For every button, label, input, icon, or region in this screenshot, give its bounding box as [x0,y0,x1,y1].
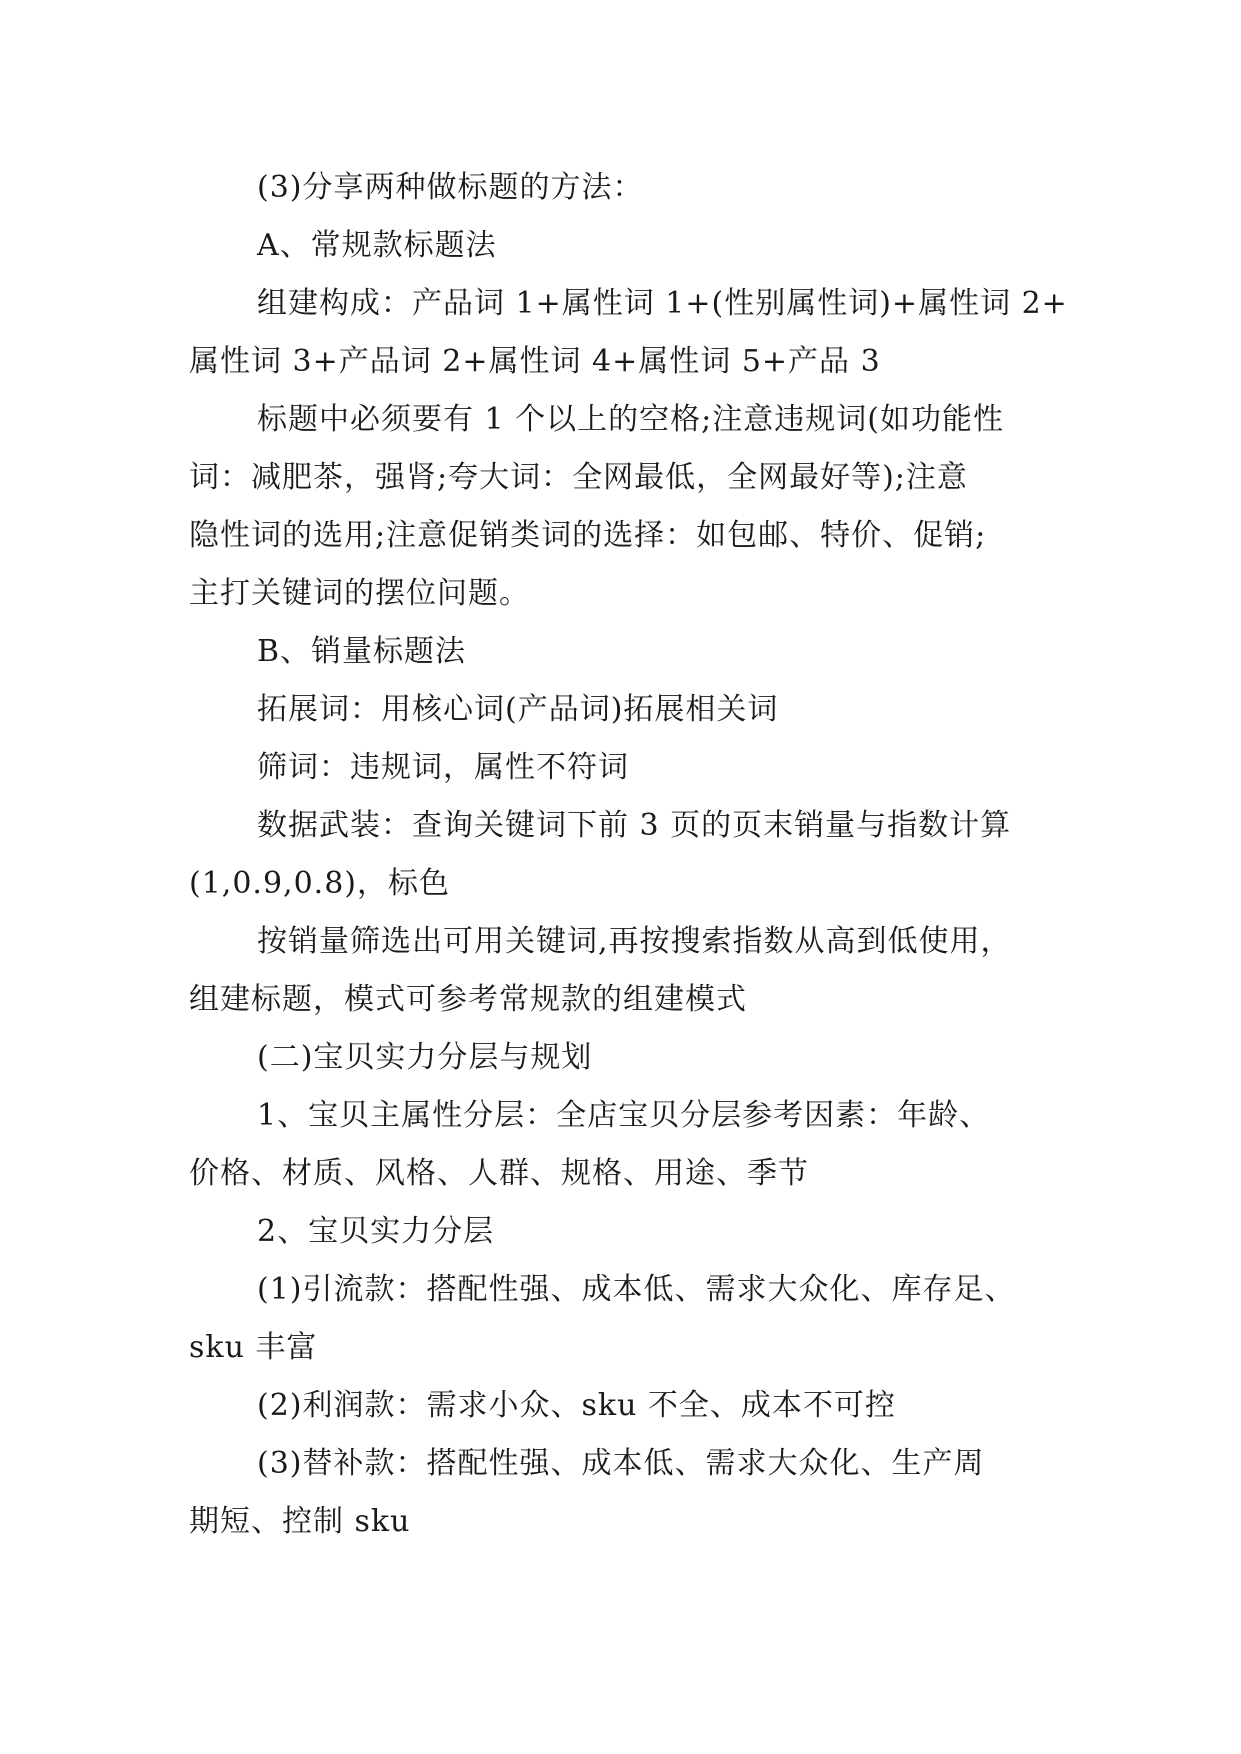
paragraph-line: 价格、材质、风格、人群、规格、用途、季节 [189,1156,809,1191]
paragraph-line: 期短、控制 sku [189,1504,411,1539]
paragraph-line: 组建标题，模式可参考常规款的组建模式 [189,982,747,1017]
paragraph-line: 组建构成：产品词 1+属性词 1+(性别属性词)+属性词 2+ [257,286,1068,321]
paragraph-line: A、常规款标题法 [257,228,497,263]
paragraph-line: 筛词：违规词，属性不符词 [257,750,629,785]
paragraph-line: 2、宝贝实力分层 [257,1214,495,1249]
paragraph-line: 拓展词：用核心词(产品词)拓展相关词 [257,692,779,727]
paragraph-line: 数据武装：查询关键词下前 3 页的页末销量与指数计算 [257,808,1012,843]
paragraph-line: 主打关键词的摆位问题。 [189,576,530,611]
paragraph-line: 按销量筛选出可用关键词,再按搜索指数从高到低使用， [257,924,1012,959]
paragraph-line: 属性词 3+产品词 2+属性词 4+属性词 5+产品 3 [189,344,881,379]
paragraph-line: (2)利润款：需求小众、sku 不全、成本不可控 [257,1388,896,1423]
paragraph-line: 1、宝贝主属性分层：全店宝贝分层参考因素：年龄、 [257,1098,991,1133]
paragraph-line: B、销量标题法 [257,634,467,669]
paragraph-line: (1,0.9,0.8)，标色 [189,866,450,901]
paragraph-line: 标题中必须要有 1 个以上的空格;注意违规词(如功能性 [257,402,1004,437]
paragraph-line: 词：减肥茶，强肾;夸大词：全网最低，全网最好等);注意 [189,460,968,495]
paragraph-line: 隐性词的选用;注意促销类词的选择：如包邮、特价、促销; [189,518,987,553]
paragraph-line: (二)宝贝实力分层与规划 [257,1040,593,1075]
paragraph-line: (3)替补款：搭配性强、成本低、需求大众化、生产周 [257,1446,985,1481]
paragraph-line: sku 丰富 [189,1330,318,1365]
paragraph-line: (3)分享两种做标题的方法： [257,170,644,205]
paragraph-line: (1)引流款：搭配性强、成本低、需求大众化、库存足、 [257,1272,1016,1307]
